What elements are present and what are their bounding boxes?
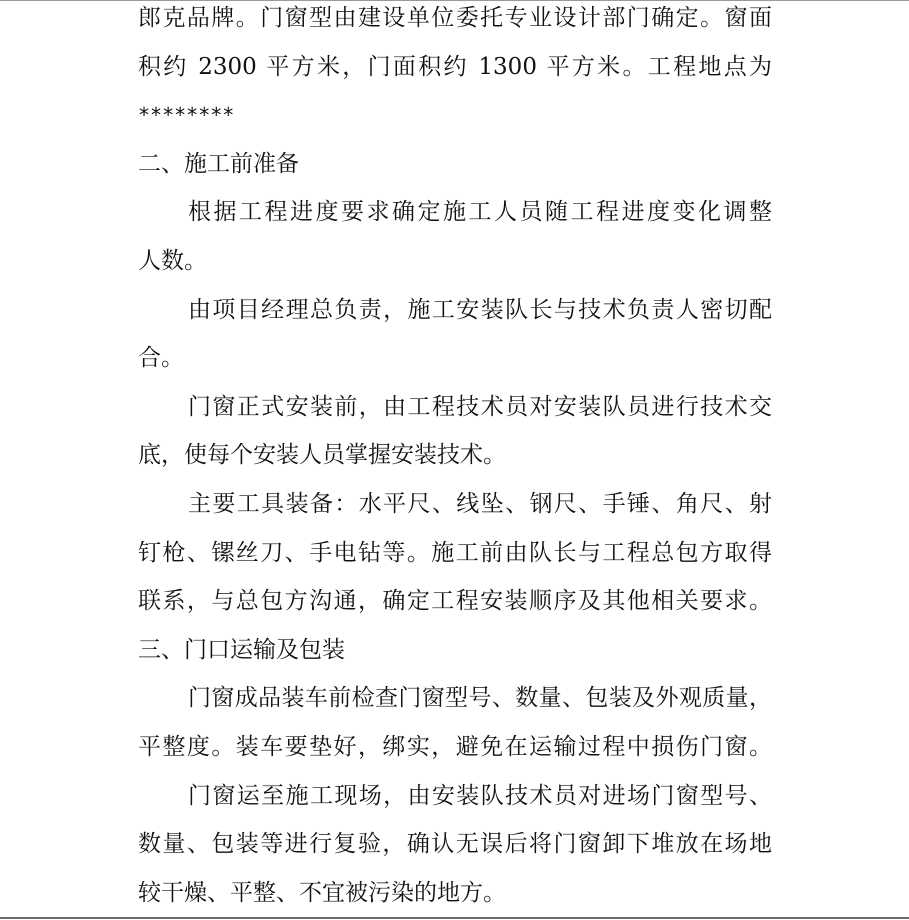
paragraph-tools-line-2: 钉枪、镙丝刀、手电钻等。施工前由队长与工程总包方取得 bbox=[138, 539, 772, 566]
body-line-1: 郎克品牌。门窗型由建设单位委托专业设计部门确定。窗面 bbox=[138, 5, 772, 31]
page-bottom-border bbox=[0, 917, 909, 919]
paragraph-staffing-line-1: 根据工程进度要求确定施工人员随工程进度变化调整 bbox=[188, 199, 772, 226]
paragraph-arrival-line-2: 数量、包装等进行复验，确认无误后将门窗卸下堆放在场地 bbox=[138, 831, 772, 858]
section-heading-3: 三、门口运输及包装 bbox=[138, 636, 345, 663]
paragraph-loading-line-2: 平整度。装车要垫好，绑实，避免在运输过程中损伤门窗。 bbox=[138, 733, 772, 760]
paragraph-briefing-line-1: 门窗正式安装前，由工程技术员对安装队员进行技术交 bbox=[188, 393, 772, 420]
document-page bbox=[138, 0, 772, 917]
paragraph-briefing-line-2: 底，使每个安装人员掌握安装技术。 bbox=[138, 442, 506, 469]
section-heading-2: 二、施工前准备 bbox=[138, 150, 299, 177]
body-line-2: 积约 2300 平方米，门面积约 1300 平方米。工程地点为 bbox=[138, 53, 772, 80]
paragraph-arrival-line-3: 较干燥、平整、不宜被污染的地方。 bbox=[138, 879, 506, 906]
paragraph-manager-line-2: 合。 bbox=[138, 345, 184, 372]
paragraph-tools-line-3: 联系，与总包方沟通，确定工程安装顺序及其他相关要求。 bbox=[138, 588, 772, 615]
paragraph-tools-line-1: 主要工具装备：水平尺、线坠、钢尺、手锤、角尺、射 bbox=[188, 490, 772, 517]
paragraph-staffing-line-2: 人数。 bbox=[138, 247, 207, 274]
project-location-mask: ******** bbox=[138, 103, 235, 128]
paragraph-arrival-line-1: 门窗运至施工现场，由安装队技术员对进场门窗型号、 bbox=[188, 782, 772, 809]
paragraph-manager-line-1: 由项目经理总负责，施工安装队长与技术负责人密切配 bbox=[188, 296, 772, 323]
paragraph-loading-line-1: 门窗成品装车前检查门窗型号、数量、包装及外观质量， bbox=[188, 685, 772, 712]
